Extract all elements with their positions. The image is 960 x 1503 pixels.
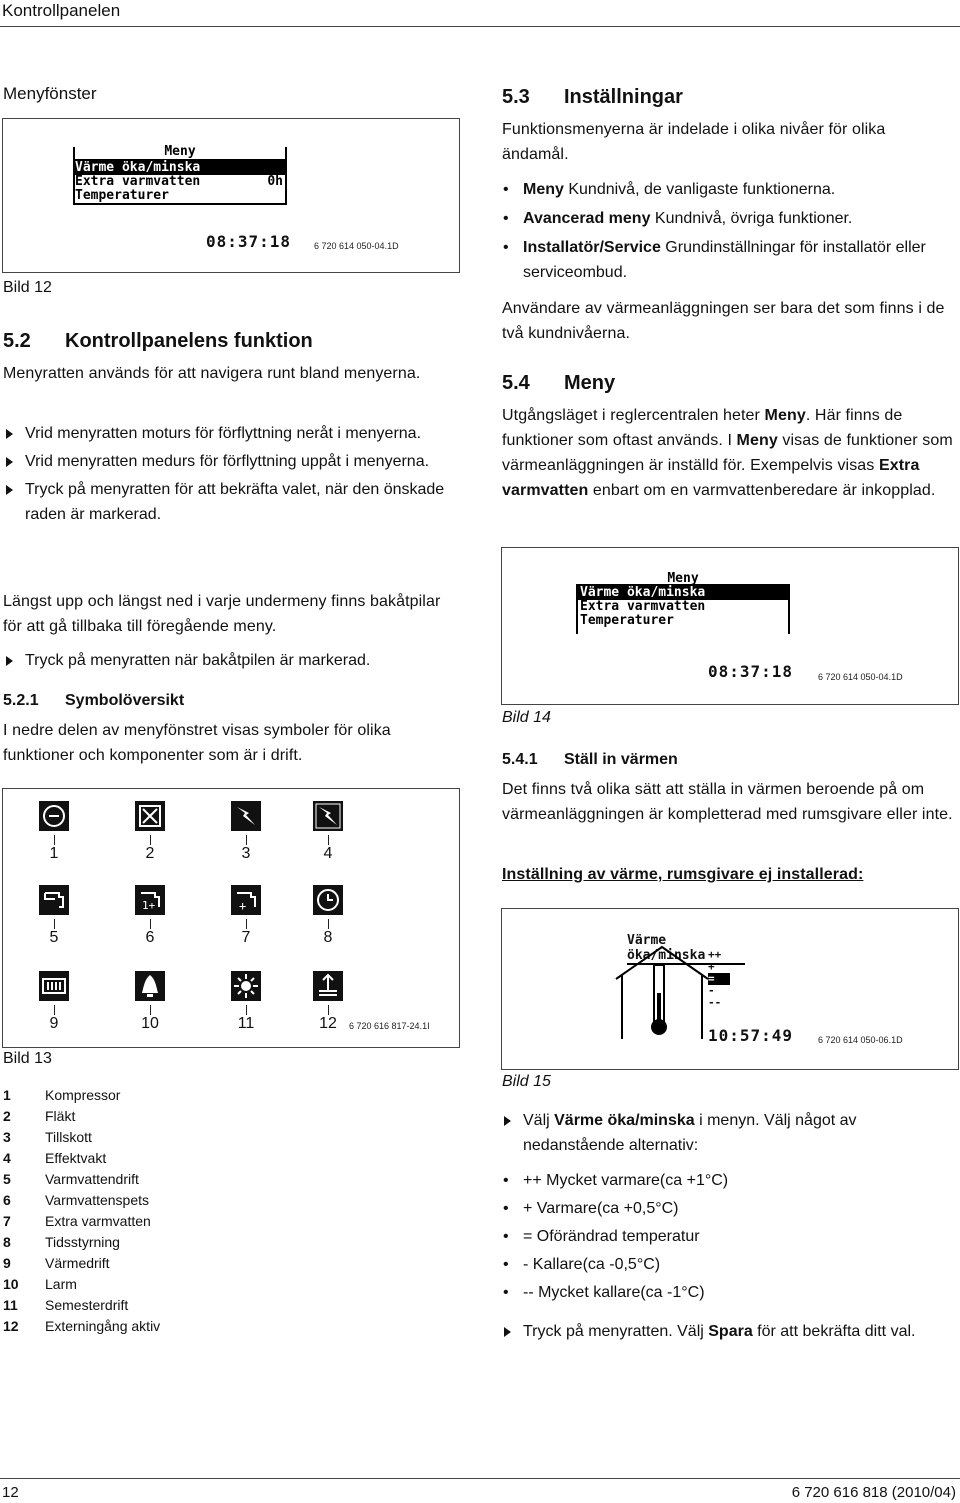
legend-item: 3 Tillskott	[3, 1129, 92, 1145]
symbol-number: 10	[141, 1015, 159, 1032]
external-input-icon	[313, 971, 343, 1001]
section-heading-5-2: 5.2 Kontrollpanelens funktion	[3, 330, 313, 352]
figure-heating-adjust	[501, 908, 959, 1070]
arrow-icon	[6, 656, 13, 666]
symbol-tick	[246, 1005, 247, 1015]
paragraph: Menyratten används för att navigera runt bland menyerna.	[3, 365, 421, 382]
symbol-number: 9	[49, 1015, 59, 1032]
figure-caption: Bild 13	[3, 1050, 52, 1067]
symbol-tick	[328, 835, 329, 845]
lcd-row-selected: Värme öka/minska	[73, 161, 287, 175]
legend-item: 2 Fläkt	[3, 1108, 76, 1124]
paragraph: Det finns två olika sätt att ställa in värmen beroende på om värmeanläggningen är kompletterad med rumsgivare eller inte.	[502, 781, 953, 823]
choice-item: • + Varmare(ca +0,5°C)	[501, 1196, 956, 1221]
extra-hot-water-icon	[231, 885, 261, 915]
legend-item: 4 Effektvakt	[3, 1150, 107, 1166]
legend-item: 11 Semesterdrift	[3, 1297, 129, 1313]
legend-item: 9 Värmedrift	[3, 1255, 110, 1271]
figure-ref: 6 720 616 817-24.1I	[349, 1021, 430, 1031]
paragraph: I nedre delen av menyfönstret visas symboler för olika funktioner och komponenter som är i drift.	[3, 722, 391, 764]
arrow-icon	[504, 1327, 511, 1337]
symbol-number: 8	[323, 929, 333, 946]
symbol-number: 12	[319, 1015, 337, 1032]
symbol-tick	[328, 919, 329, 929]
lcd-title: Värme öka/minska	[627, 933, 745, 965]
levels-list	[501, 177, 956, 285]
section-heading-5-4: 5.4 Meny	[502, 372, 616, 394]
step-item: Tryck på menyratten. Välj Spara för att bekräfta ditt val.	[501, 1319, 957, 1344]
svg-text:1+: 1+	[142, 899, 156, 912]
legend-item: 10 Larm	[3, 1276, 77, 1292]
figure-ref: 6 720 614 050-06.1D	[818, 1035, 903, 1045]
symbol-tick	[54, 1005, 55, 1015]
figure-ref: 6 720 614 050-04.1D	[314, 241, 399, 251]
paragraph: Funktionsmenyerna är indelade i olika nivåer för olika ändamål.	[502, 121, 886, 163]
choices-list	[501, 1168, 956, 1305]
lcd-row: Extra varmvatten 0h	[75, 174, 283, 189]
heating-icon	[39, 971, 69, 1001]
symbol-legend	[3, 1085, 160, 1337]
arrow-icon	[6, 457, 13, 467]
options-list: ++ + = - --	[708, 949, 730, 1009]
choice-item: • ++ Mycket varmare(ca +1°C)	[501, 1168, 956, 1193]
figure-caption: Bild 15	[502, 1073, 551, 1090]
choice-item: • - Kallare(ca -0,5°C)	[501, 1252, 956, 1277]
svg-text:+: +	[239, 899, 247, 913]
step-item: Tryck på menyratten för att bekräfta valet, när den önskade raden är markerad.	[3, 477, 453, 527]
step-item: Vrid menyratten medurs för förflyttning uppåt i menyerna.	[3, 449, 453, 474]
page-number: 12	[2, 1484, 19, 1501]
lcd-row: Temperaturer	[75, 188, 169, 203]
symbol-tick	[150, 919, 151, 929]
hot-water-peak-icon	[135, 885, 165, 915]
lcd-row: Temperaturer	[580, 613, 674, 628]
choice-item: • -- Mycket kallare(ca -1°C)	[501, 1280, 956, 1305]
step-item: Välj Värme öka/minska i menyn. Välj något av nedanstående alternativ:	[501, 1108, 957, 1158]
symbol-number: 11	[237, 1015, 255, 1032]
symbol-number: 6	[145, 929, 155, 946]
steps-list	[3, 421, 453, 527]
page-footer	[0, 1478, 960, 1503]
level-item: • Installatör/Service Grundinställningar för installatör eller serviceombud.	[501, 235, 956, 285]
header-title: Kontrollpanelen	[2, 1, 121, 20]
figure-menu-window	[501, 547, 959, 705]
section-heading-5-2-1: 5.2.1 Symbolöversikt	[3, 692, 185, 709]
legend-item: 12 Externingång aktiv	[3, 1318, 161, 1334]
hot-water-icon	[39, 885, 69, 915]
steps-list	[3, 648, 453, 673]
document-number: 6 720 616 818 (2010/04)	[791, 1484, 956, 1501]
step-item: Tryck på menyratten när bakåtpilen är markerad.	[3, 648, 453, 673]
symbol-number: 3	[241, 845, 251, 862]
paragraph: Längst upp och längst ned i varje undermeny finns bakåtpilar för att gå tillbaka till föregående meny.	[3, 593, 441, 635]
house-thermometer-icon	[614, 945, 710, 1039]
symbol-tick	[54, 919, 55, 929]
boost-icon	[231, 801, 261, 831]
legend-item: 6 Varmvattenspets	[3, 1192, 150, 1208]
figure-symbols	[2, 788, 460, 1048]
menu-window-title: Menyfönster	[3, 84, 97, 103]
symbol-tick	[150, 835, 151, 845]
paragraph: Utgångsläget i reglercentralen heter Meny. Här finns de funktioner som oftast används. I Meny visas de funktioner som värmeanläggningen är inställd för. Exempelvis visas Extra varmvatten enbart om en varmvattenberedare är inkopplad.	[502, 407, 953, 499]
fan-icon	[135, 801, 165, 831]
arrow-icon	[504, 1116, 511, 1126]
lcd-row-selected: Värme öka/minska	[578, 586, 788, 600]
symbol-number: 2	[145, 845, 155, 862]
symbol-tick	[246, 919, 247, 929]
legend-item: 8 Tidsstyrning	[3, 1234, 120, 1250]
legend-item: 5 Varmvattendrift	[3, 1171, 139, 1187]
subheading: Inställning av värme, rumsgivare ej installerad:	[502, 866, 864, 883]
symbol-number: 4	[323, 845, 333, 862]
alarm-icon	[135, 971, 165, 1001]
symbol-tick	[150, 1005, 151, 1015]
compressor-icon	[39, 801, 69, 831]
paragraph: Användare av värmeanläggningen ser bara det som finns i de två kundnivåerna.	[502, 300, 945, 342]
arrow-icon	[6, 429, 13, 439]
lcd-clock: 08:37:18	[206, 232, 292, 251]
lcd-row: Extra varmvatten	[580, 599, 706, 614]
symbol-tick	[54, 835, 55, 845]
section-heading-5-4-1: 5.4.1 Ställ in värmen	[502, 751, 678, 768]
power-guard-icon	[313, 801, 343, 831]
symbol-number: 5	[49, 929, 59, 946]
figure-ref: 6 720 614 050-04.1D	[818, 672, 903, 682]
lcd-title: Meny	[164, 144, 196, 159]
choice-item: • = Oförändrad temperatur	[501, 1224, 956, 1249]
level-item: • Avancerad meny Kundnivå, övriga funktioner.	[501, 206, 956, 231]
page-header	[0, 0, 960, 27]
figure-caption: Bild 14	[502, 709, 551, 726]
symbol-tick	[328, 1005, 329, 1015]
symbol-number: 7	[241, 929, 251, 946]
holiday-icon	[231, 971, 261, 1001]
steps-list	[501, 1319, 957, 1344]
step-item: Vrid menyratten moturs för förflyttning neråt i menyerna.	[3, 421, 453, 446]
lcd-clock: 10:57:49	[708, 1026, 794, 1045]
clock-icon	[313, 885, 343, 915]
level-item: • Meny Kundnivå, de vanligaste funktionerna.	[501, 177, 956, 202]
figure-caption: Bild 12	[3, 279, 52, 296]
lcd-title: Meny	[667, 571, 699, 586]
symbol-tick	[246, 835, 247, 845]
figure-menu-window	[2, 118, 460, 273]
lcd-clock: 08:37:18	[708, 662, 794, 681]
legend-item: 7 Extra varmvatten	[3, 1213, 151, 1229]
lcd-menu	[576, 572, 790, 634]
legend-item: 1 Kompressor	[3, 1087, 121, 1103]
symbol-number: 1	[49, 845, 59, 862]
lcd-menu	[73, 145, 287, 205]
steps-list	[501, 1108, 957, 1158]
section-heading-5-3: 5.3 Inställningar	[502, 86, 683, 108]
arrow-icon	[6, 485, 13, 495]
